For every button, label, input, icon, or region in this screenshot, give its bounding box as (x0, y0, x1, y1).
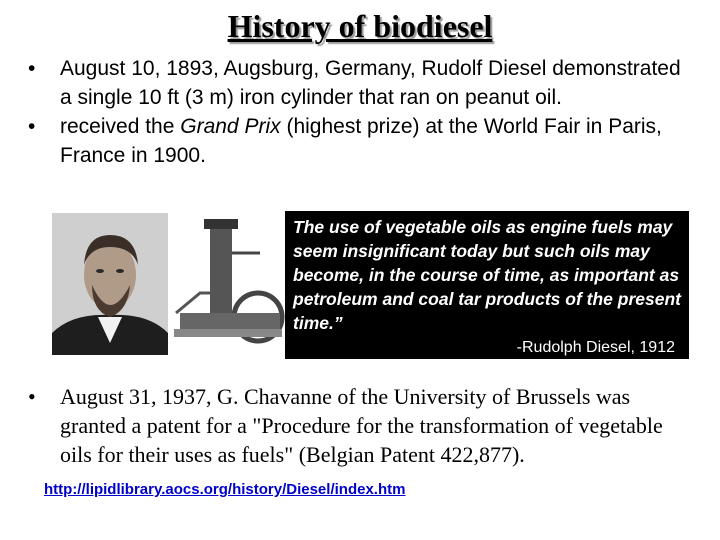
diesel-engine-image (170, 213, 285, 355)
bullet-marker: • (28, 384, 36, 409)
slide-title: History of biodiesel (227, 8, 493, 44)
bullet-text-pre: received the (60, 115, 181, 138)
grand-prix-emphasis: Grand Prix (180, 115, 281, 138)
quote-text: The use of vegetable oils as engine fuels may seem insignificant today but such oils may become, in the course of time, as important as petroleum and coal tar products of the present time.” (293, 217, 681, 333)
diesel-quote-box (285, 211, 689, 359)
bullet-marker: • (28, 115, 36, 138)
bullet-text-post: (highest prize) at the World Fair in Paris, France in 1900. (60, 115, 662, 167)
top-bullet-list (28, 54, 698, 170)
lipid-library-link[interactable]: http://lipidlibrary.aocs.org/history/Diesel/index.htm (44, 481, 406, 498)
bullet-item-diesel-demo (28, 54, 698, 112)
bullet-item-chavanne-patent (28, 382, 698, 469)
bullet-item-grand-prix (28, 112, 698, 170)
rudolf-diesel-portrait (52, 213, 168, 355)
quote-author: -Rudolph Diesel, 1912 (516, 339, 675, 356)
bottom-bullet-list (28, 382, 698, 469)
bullet-text: August 10, 1893, Augsburg, Germany, Rudolf Diesel demonstrated a single 10 ft (3 m) iron cylinder that ran on peanut oil. (60, 57, 681, 109)
bullet-marker: • (28, 57, 36, 80)
bullet-text: August 31, 1937, G. Chavanne of the University of Brussels was granted a patent for a "Procedure for the transformation of vegetable oils for their uses as fuels" (Belgian Patent 422,877). (60, 384, 663, 467)
